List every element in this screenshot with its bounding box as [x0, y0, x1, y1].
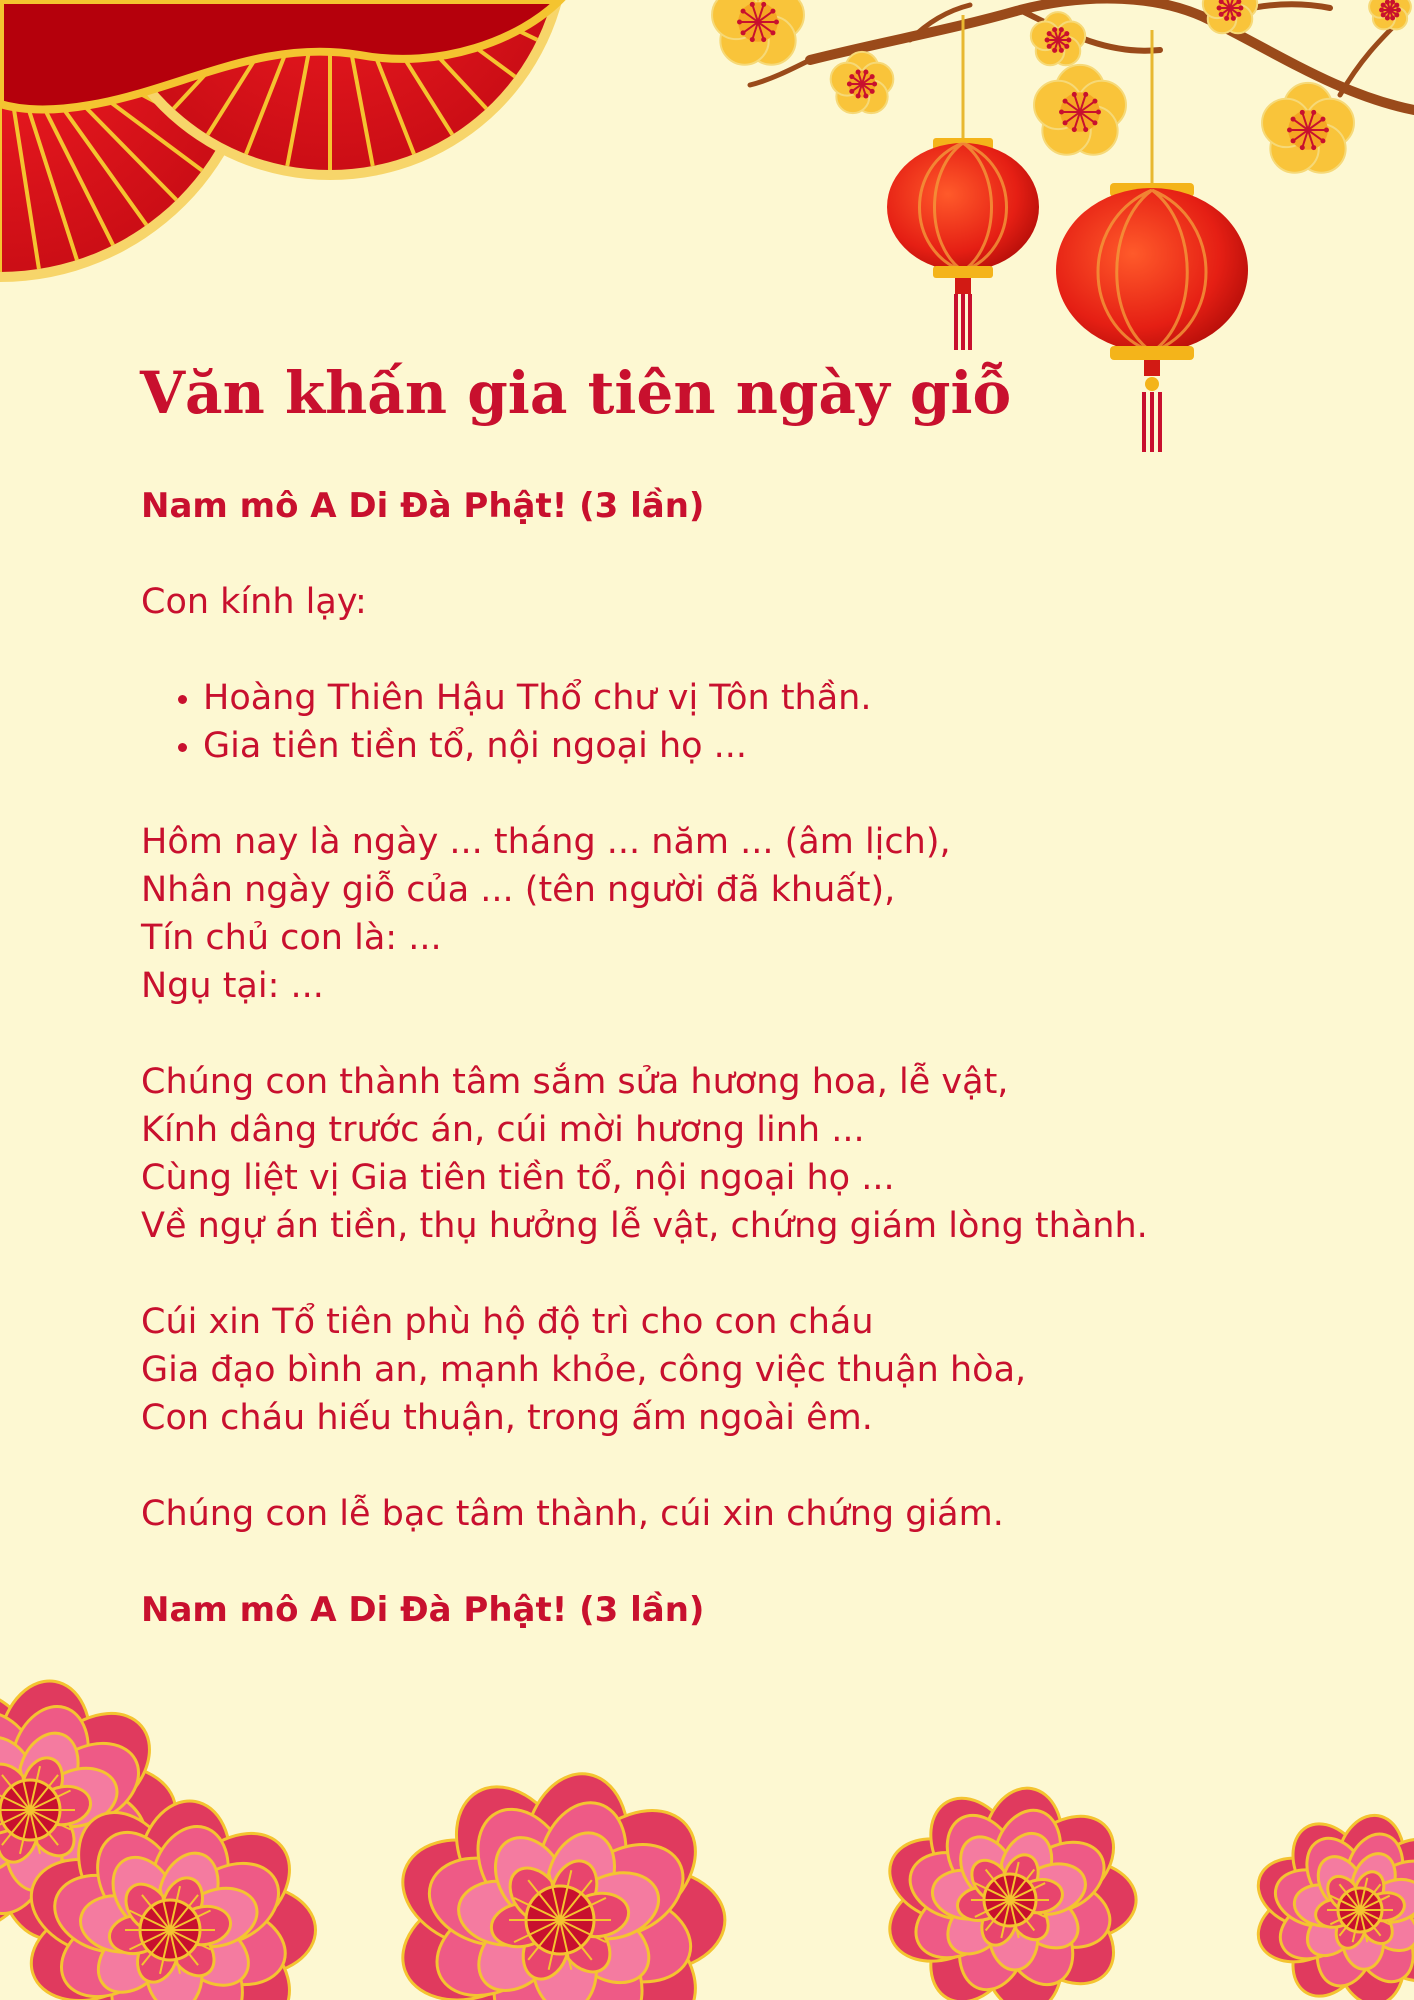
paragraph-blessing — [141, 1298, 1261, 1442]
text-line: Hôm nay là ngày ... tháng ... năm ... (âm lịch), — [141, 822, 951, 862]
plum-blossom — [712, 0, 804, 65]
peony-flower — [1248, 1810, 1414, 2000]
text-line: Gia đạo bình an, mạnh khỏe, công việc thuận hòa, — [141, 1350, 1027, 1390]
list-item: • Gia tiên tiền tổ, nội ngoại họ ... — [203, 722, 1261, 770]
text-line: Ngụ tại: ... — [141, 966, 324, 1006]
plum-blossom — [1034, 65, 1126, 155]
text-line: Cúi xin Tổ tiên phù hộ độ trì cho con cháu — [141, 1302, 874, 1342]
text-line: Kính dâng trước án, cúi mời hương linh ... — [141, 1110, 865, 1150]
plum-blossoms — [712, 0, 1411, 173]
greeting: Con kính lạy: — [141, 582, 367, 622]
text-line: Về ngự án tiền, thụ hưởng lễ vật, chứng giám lòng thành. — [141, 1206, 1148, 1246]
paper-fans-decoration — [0, 0, 660, 300]
text-line: Con cháu hiếu thuận, trong ấm ngoài êm. — [141, 1398, 873, 1438]
text-line: Cùng liệt vị Gia tiên tiền tổ, nội ngoại họ ... — [141, 1158, 895, 1198]
peony-flowers-decoration — [0, 1660, 1414, 2000]
text-line: Nhân ngày giỗ của ... (tên người đã khuất), — [141, 870, 896, 910]
text-line: Chúng con thành tâm sắm sửa hương hoa, lễ vật, — [141, 1062, 1009, 1102]
plum-blossom — [1369, 0, 1411, 29]
lantern-large — [1056, 183, 1248, 452]
peony-flower — [878, 1782, 1136, 2000]
paragraph-date-info — [141, 818, 1261, 1010]
document-title: Văn khấn gia tiên ngày giỗ — [140, 359, 1012, 427]
list-item: • Hoàng Thiên Hậu Thổ chư vị Tôn thần. — [203, 674, 1261, 722]
text-line: Tín chủ con là: ... — [141, 918, 442, 958]
plum-blossom — [1203, 0, 1257, 33]
paragraph-closing: Chúng con lễ bạc tâm thành, cúi xin chứng giám. — [141, 1494, 1004, 1534]
paragraph-offering — [141, 1058, 1261, 1250]
prayer-body — [141, 482, 1261, 1634]
closing-invocation: Nam mô A Di Đà Phật! (3 lần) — [141, 1590, 705, 1630]
peony-flower — [388, 1765, 725, 2000]
plum-blossom — [831, 52, 894, 113]
invocation-list — [141, 674, 1261, 770]
opening-invocation: Nam mô A Di Đà Phật! (3 lần) — [141, 486, 705, 526]
lantern-small — [887, 138, 1039, 350]
